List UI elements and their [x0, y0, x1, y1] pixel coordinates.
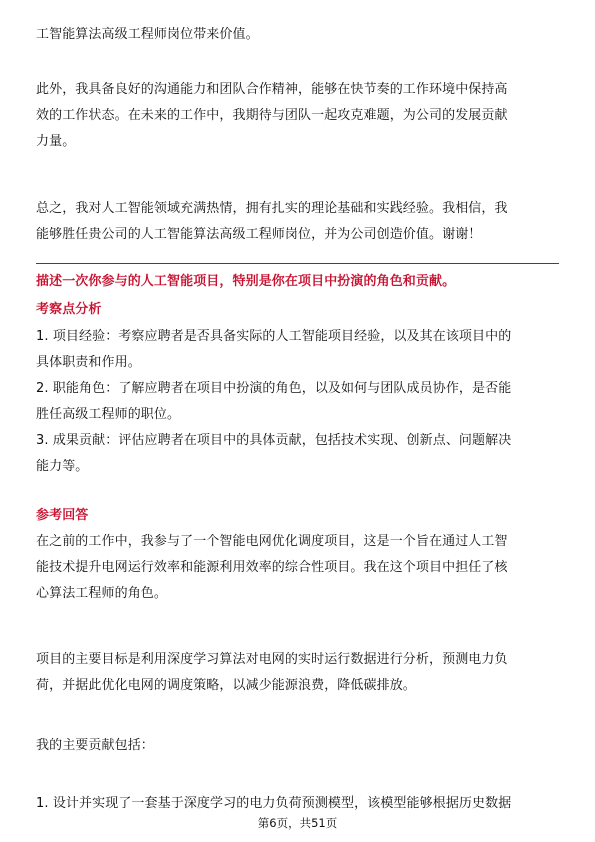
paragraph-project-goal [36, 647, 559, 699]
list-item: 1. 项目经验：考察应聘者是否具备实际的人工智能项目经验，以及其在该项目中的 [36, 329, 512, 344]
section-divider [36, 263, 559, 264]
list-item: 具体职责和作用。 [36, 355, 141, 370]
text-line: 能技术提升电网运行效率和能源利用效率的综合性项目。我在这个项目中担任了核 [36, 560, 508, 575]
paragraph-contribution-item [36, 791, 559, 817]
paragraph-contribution-lead [36, 733, 559, 759]
paragraph-conclusion [36, 196, 559, 248]
page-number: 第6页，共51页 [257, 816, 338, 830]
text-line: 工智能算法高级工程师岗位带来价值。 [36, 27, 259, 42]
text-line: 此外，我具备良好的沟通能力和团队合作精神，能够在快节奏的工作环境中保持高 [36, 82, 508, 97]
reference-answer-heading: 参考回答 [36, 508, 89, 523]
text-line: 效的工作状态。在未来的工作中，我期待与团队一起攻克难题，为公司的发展贡献 [36, 108, 508, 123]
analysis-list [36, 324, 559, 480]
list-item: 胜任高级工程师的职位。 [36, 407, 181, 422]
text-line: 在之前的工作中，我参与了一个智能电网优化调度项目，这是一个旨在通过人工智 [36, 534, 508, 549]
text-line: 我的主要贡献包括： [36, 738, 154, 753]
text-line: 总之，我对人工智能领域充满热情，拥有扎实的理论基础和实践经验。我相信，我 [36, 201, 508, 216]
text-line: 心算法工程师的角色。 [36, 586, 168, 601]
list-item: 能力等。 [36, 459, 89, 474]
paragraph-teamwork [36, 77, 559, 155]
text-line: 能够胜任贵公司的人工智能算法高级工程师岗位，并为公司创造价值。谢谢！ [36, 227, 482, 242]
question-heading: 描述一次你参与的人工智能项目，特别是你在项目中扮演的角色和贡献。 [36, 274, 456, 289]
paragraph-intro-end [36, 22, 559, 48]
list-item: 1. 设计并实现了一套基于深度学习的电力负荷预测模型，该模型能够根据历史数据 [36, 796, 512, 811]
text-line: 荷，并据此优化电网的调度策略，以减少能源浪费，降低碳排放。 [36, 678, 416, 693]
text-line: 力量。 [36, 134, 76, 149]
text-line: 项目的主要目标是利用深度学习算法对电网的实时运行数据进行分析，预测电力负 [36, 652, 508, 667]
analysis-heading: 考察点分析 [36, 302, 102, 317]
paragraph-project-intro [36, 529, 559, 607]
list-item: 3. 成果贡献：评估应聘者在项目中的具体贡献，包括技术实现、创新点、问题解决 [36, 433, 512, 448]
list-item: 2. 职能角色：了解应聘者在项目中扮演的角色，以及如何与团队成员协作，是否能 [36, 381, 512, 396]
